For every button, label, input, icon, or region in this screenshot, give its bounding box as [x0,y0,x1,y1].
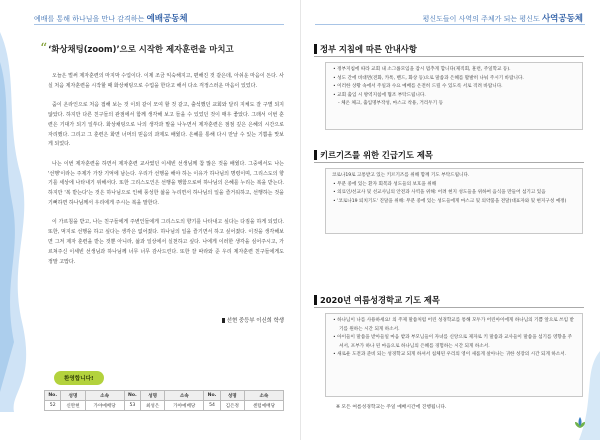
section-bar-icon [314,44,317,54]
welcome-badge: 환영합니다! [54,371,104,385]
article-title-block [40,43,290,55]
col-header: No. [124,391,140,401]
list-item-text: 하나님이 나를 사용하세요! 의 주제 말씀처럼 어린 성경학교를 통해 모두가 어린아이에게 하나님의 기쁨 앞으로 쓰임 받기를 원하는 시간 되게 하소서. [337,318,574,332]
section-title-guidelines [314,43,417,55]
table-cell: 센텀예배당 [244,401,283,411]
section-title-text: 2020년 여름성경학교 기도 제목 [320,295,440,305]
article-title: ‘화상채팅(zoom)’으로 시작한 제자훈련을 마치고 [48,44,234,54]
list-item: • 의료인/선교사 및 선교사님의 안전과 사역을 위해: 어려 현지 성도들을 위하여 음식을 만들어 섬기고 있음 [333,190,546,195]
list-item [332,100,576,109]
list-item-text: '코로나19 퇴치기도' 진달을 위해: 무분 중에 있는 성도들에게 마스크 및 의약품을 전달(대표자와 및 현지구성 예정) [337,198,567,204]
section-title-kyrgyz-prayer [314,149,433,161]
list-item-text: 새로운 도전과 준비 되는 성경학교 되게 하셔서 침체된 우리의 영이 새롭게 살아나는 귀한 성장의 시간 되게 하소서. [337,352,567,357]
list-item: • '코로나19 퇴치기도' 진달을 위해: 무분 중에 있는 성도들에게 마스크 및 의약품을 전달(대표자와 및 현지구성 예정) [333,198,567,204]
prayer-intro: 코로나19로 고통받고 있는 키르기즈를 위해 함께 기도 부탁드립니다. [332,173,470,178]
list-item: • 성도 간에 비대면(전화, 카톡, 밴드, 화상 등)으로 말씀과 은혜를 활발히 나눠 주시기 바랍니다. [333,75,524,81]
col-header: 소속 [85,391,124,401]
list-item: • 이러한 상황 속에서 주일과 수요 예배를 온전히 드릴 수 있도록 서로 격려 바랍니다. [333,84,503,89]
table-cell: 53 [124,401,140,411]
table-cell: 52 [45,401,61,411]
col-header: No. [45,391,61,401]
guidelines-list [332,66,576,109]
welcome-table-header [45,391,284,401]
article-paragraph: 나는 이번 제자훈련을 하면서 제자훈련 교사였던 이세빈 선생님께 참 많은 것을 배웠다. 그중에서도 나는 '선행'이라는 주제가 가장 기억에 남는다. 우리가 선행을 해야 하는 이유가 하나님의 명령이며, 그리스도의 향기를 세상에 나타내기 위해서다. 또한 그리스도인은 선행을 행함으로써 하나님의 은혜를 누리는 복을 받는다. 하지만 '복 받는다'는 것은 하나님으로 인해 풍성한 삶을 누리면서 하나님의 일을 즐거워하고, 선행하는 것을 기뻐하면 하나님께서 우리에게 주시는 복을 말한다. [48,160,284,206]
article-paragraph: 줌이 온라인으로 처음 접해 보는 것 이외 같이 모여 할 것 같고, 출석했던 교회와 달리 지체도 잘 구별 되지 않았다. 하지만 다른 친구들의 관점에서 함께 생각해 보고 들을 수 있었던 것이 매우 좋았다. 그래서 이번 훈련은 기대가 되기 일쑤다. 화상채팅으로 나의 생각과 말을 나누면서 제자훈련은 점점 깊은 은혜의 시간으로 자리했다. 그리고 그 훈련은 화면 너머의 믿음의 과제도 배웠다. 은혜를 통해 다시 만날 수 있는 기쁨을 맛보게 되었다. [48,102,284,148]
section-rule [314,162,584,163]
guidelines-box [325,62,583,130]
watercolor-wave-decoration [0,32,30,412]
vbs-note: ※ 모든 여름성경학교는 주일 예배시간에 진행됩니다. [336,405,447,410]
table-cell: 가야예배당 [165,401,204,411]
table-row [45,401,284,411]
list-item-text: 성도 간에 비대면(전화, 카톡, 밴드, 화상 등)으로 말씀과 은혜를 활발히 나눠 주시기 바랍니다. [337,75,524,81]
quote-mark-icon: “ [40,41,48,57]
prayer-list [332,181,576,207]
section-rule [314,307,584,308]
col-header: 성명 [141,391,165,401]
header-community-title: 예배공동체 [146,14,188,24]
list-item: • 새로운 도전과 준비 되는 성경학교 되게 하셔서 침체된 우리의 영이 새롭게 살아나는 귀한 성장의 시간 되게 하소서. [333,352,567,357]
col-header: 소속 [244,391,283,401]
author-marker-icon [222,318,225,323]
article-paragraph: 오늘은 벌써 제자훈련의 마지막 수업이다. 이제 조금 익숙해지고, 편해진 것 같은데, 아쉬운 마음이 든다. 사실 처음 제자훈련을 시작할 때 화상채팅으로 수업을 한다고 해서 다소 걱정스러운 마음이 있었다. [48,73,284,89]
author-name: 선현 중등부 이신희 학생 [226,318,284,324]
list-item-text: - 체온 체크, 출입명부작성, 마스크 착용, 거리두기 등 [338,101,444,106]
section-bar-icon [314,295,317,305]
header-prefix: 평신도들이 사역의 주체가 되는 평신도 [422,15,542,23]
welcome-table [44,390,284,411]
header-community-title: 사역공동체 [541,14,583,24]
table-cell: 김은정 [220,401,244,411]
article-author [222,316,284,324]
page-header-left [34,12,188,24]
section-rule [314,56,584,57]
vbs-prayer-box [325,313,583,397]
col-header: 성명 [220,391,244,401]
col-header: No. [204,391,220,401]
welcome-section [44,365,284,411]
header-prefix: 예배를 통해 하나님을 만나 감격하는 [34,15,147,23]
table-cell: 가야예배당 [85,401,124,411]
col-header: 소속 [165,391,204,401]
article-body [48,72,284,277]
kyrgyz-prayer-box [325,168,583,234]
list-item-text: 교회 출입 시 방역지침에 협조 부탁드립니다. [337,92,426,98]
section-title-text: 키르기즈를 위한 긴급기도 제목 [320,150,433,160]
header-rule [315,24,585,25]
list-item-text: 무분 중에 있는 환자 회복과 성도들의 보호을 위해 [337,181,437,187]
table-cell: 54 [204,401,220,411]
header-rule [34,24,284,25]
section-bar-icon [314,150,317,160]
section-title-text: 정부 지침에 따른 안내사항 [320,44,417,54]
lotus-logo-icon [573,416,587,430]
section-title-vbs-prayer [314,294,440,306]
table-cell: 신완현 [61,401,85,411]
list-item: • 교회 출입 시 방역지침에 협조 부탁드립니다. [333,92,426,98]
list-item-text: 정부지침에 따라 교회 내 소그룹모임을 잠시 멈추게 합니다(제직회, 훈련, 주일학교 등). [337,67,511,72]
page-header-right [423,12,583,24]
col-header: 성명 [61,391,85,401]
list-item-text: 이러한 상황 속에서 주일과 수요 예배를 온전히 드릴 수 있도록 서로 격려 바랍니다. [337,84,503,89]
list-item: • 아이들이 말씀을 받아들일 마음 밭과 부모님들이 자녀를 신앙으로 제자로 키 말씀과 교사들이 말씀을 섬기를 영향을 주셔서, 포부가 하나 된 마음으로 하나님의 은혜를 경험하는 시간 되게 하소서. [333,335,573,349]
list-item: • 하나님이 나를 사용하세요! 의 주제 말씀처럼 어린 성경학교를 통해 모두가 어린아이에게 하나님의 기쁨 앞으로 쓰임 받기를 원하는 시간 되게 하소서. [333,318,574,332]
table-cell: 최성은 [141,401,165,411]
article-paragraph: 이 가르침을 받고, 나는 친구들에게 주변인들에게 그리스도의 향기를 나타내고 싶다는 다짐을 하게 되었다. 또한, 먹지로 선행을 하고 싶다는 생각은 없어졌다. 하나님의 일을 즐기면서 하고 싶어졌다. 이것을 생각해보면 그저 제자 훈련을 받는 것뿐 아니라, 삶과 일상에서 실천하고 싶다. 나에게 이러한 생각을 심어주시고, 가르쳐주신 이세빈 선생님과 하나님께 너무 너무 감사드린다. 또한 잘 따라와 준 우리 제자훈련 친구들에게도 정말 고맙다. [48,219,284,265]
list-item-text: 의료인/선교사 및 선교사님의 안전과 사역을 위해: 어려 현지 성도들을 위하여 음식을 만들어 섬기고 있음 [337,190,546,195]
list-item-text: 아이들이 말씀을 받아들일 마음 밭과 부모님들이 자녀를 신앙으로 제자로 키 말씀과 교사들이 말씀을 섬기를 영향을 주셔서, 포부가 하나 된 마음으로 하나님의 은혜를 경험하는 시간 되게 하소서. [337,335,573,349]
list-item: • 무분 중에 있는 환자 회복과 성도들의 보호을 위해 [333,181,437,187]
vbs-prayer-list [332,317,576,360]
list-item: • 정부지침에 따라 교회 내 소그룹모임을 잠시 멈추게 합니다(제직회, 훈련, 주일학교 등). [333,67,511,72]
